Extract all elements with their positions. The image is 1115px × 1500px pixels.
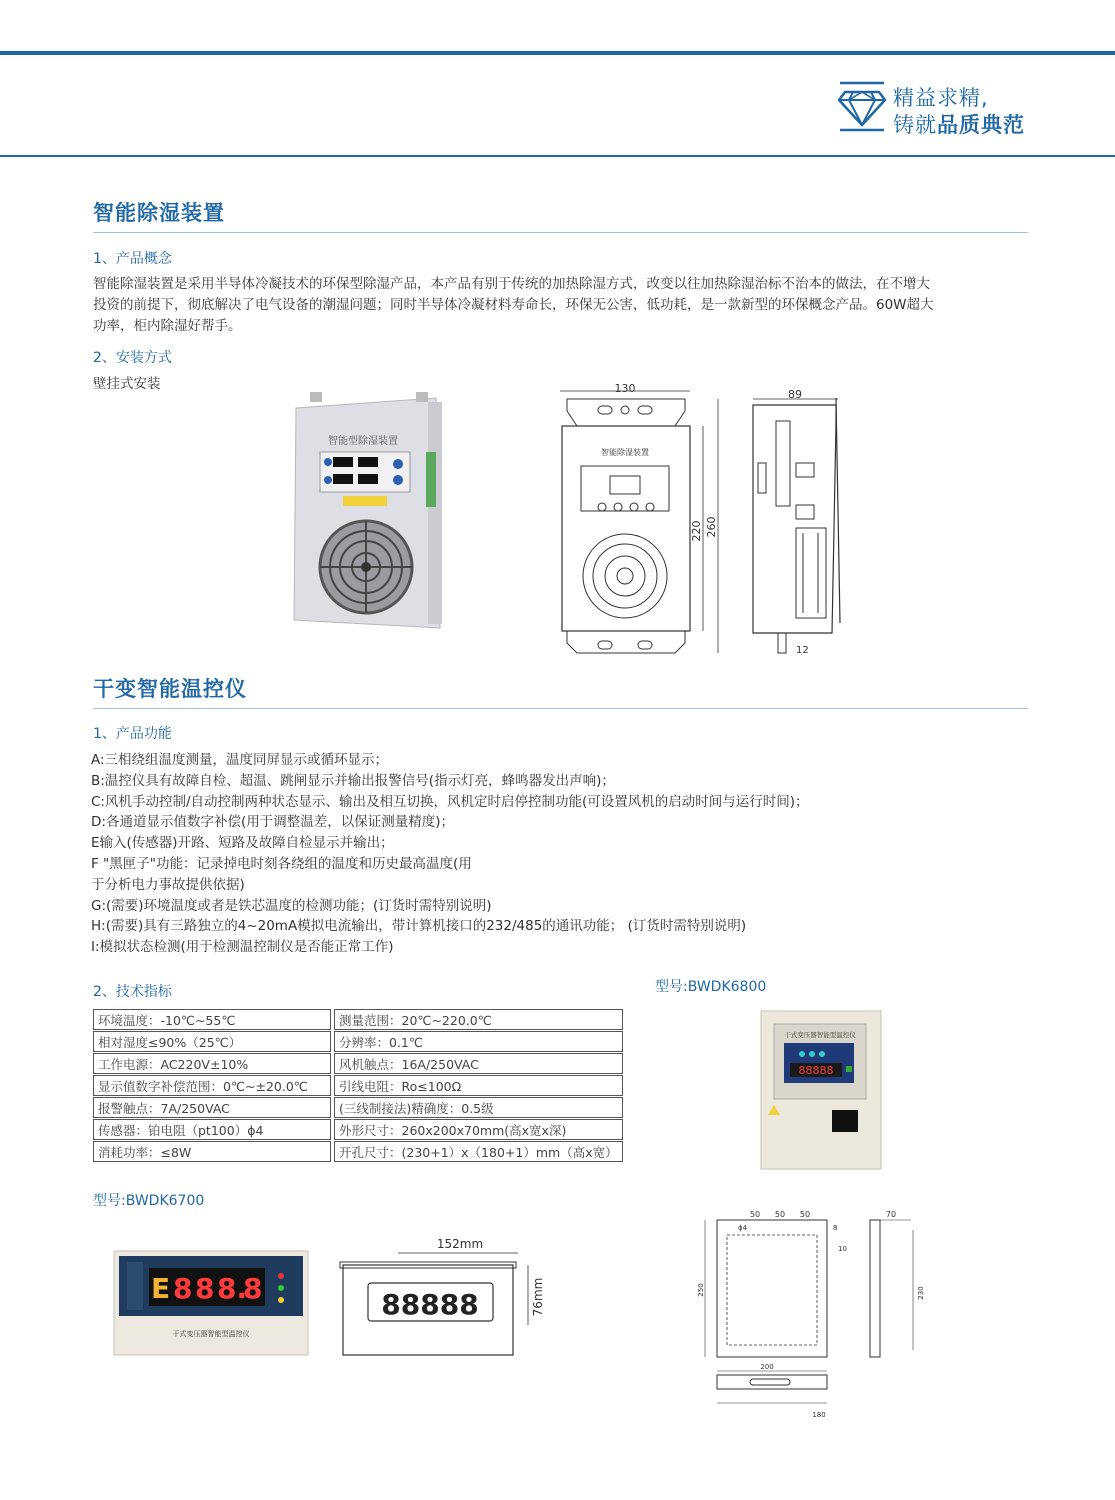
feature-item: B:温控仪具有故障自检、超温、跳闸显示并输出报警信号(指示灯亮，蜂鸣器发出声响)； — [91, 772, 615, 789]
dim-digits: 88888 — [381, 1288, 479, 1321]
spec-cell: (三线制接法)精确度：0.5级 — [334, 1097, 623, 1118]
bwdk6700-digit: 8 — [195, 1272, 215, 1305]
bwdk6700-label: 干式变压器智能型温控仪 — [172, 1330, 250, 1338]
section2-divider — [93, 708, 1028, 709]
feature-item: 于分析电力事故提供依据) — [91, 876, 245, 893]
spec-cell: 消耗功率：≤8W — [93, 1141, 331, 1162]
feature-item: A:三相绕组温度测量，温度同屏显示或循环显示； — [91, 752, 389, 768]
spec-cell: 传感器：铂电阻（pt100）ϕ4 — [93, 1119, 331, 1140]
header-bottom-rule — [0, 155, 1115, 157]
dim-70: 70 — [885, 1210, 897, 1219]
feature-item: H:(需要)具有三路独立的4~20mA模拟电流输出，带计算机接口的232/485的通讯功能； (订货时需特别说明) — [91, 918, 747, 935]
spec-heading: 2、技术指标 — [93, 984, 172, 1000]
table-row — [93, 1053, 623, 1074]
dehumidifier-front-drawing — [555, 381, 730, 661]
bwdk6800-digits: 88888 — [798, 1064, 834, 1077]
dim-inner-height: 220 — [690, 520, 703, 542]
dim-152mm: 152mm — [436, 1237, 484, 1251]
spec-cell: 风机触点：16A/250VAC — [334, 1053, 623, 1074]
slogan-line-1: 精益求精, — [893, 86, 989, 110]
spec-cell: 报警触点：7A/250VAC — [93, 1097, 331, 1118]
feature-item: I:模拟状态检测(用于检测温控制仪是否能正常工作) — [91, 939, 394, 956]
feature-item: F "黑匣子"功能：记录掉电时刻各绕组的温度和历史最高温度(用 — [91, 855, 472, 872]
dim-phi: ϕ4 — [738, 1224, 748, 1232]
concept-line: 投资的前提下，彻底解决了电气设备的潮湿问题；同时半导体冷凝材料寿命长，环保无公害，低功耗，是一款新型的环保概念产品。60W超大 — [93, 297, 934, 313]
slogan-line-2: 铸就品质典范 — [893, 113, 1025, 137]
table-row — [93, 1009, 623, 1030]
model-label-bwdk6700: 型号:BWDK6700 — [93, 1193, 205, 1209]
feature-item: E输入(传感器)开路、短路及故障自检显示并输出； — [91, 835, 394, 852]
table-row — [93, 1097, 623, 1118]
spec-cell: 相对湿度≤90%（25℃） — [93, 1031, 331, 1052]
spec-cell: 测量范围：20℃~220.0℃ — [334, 1009, 623, 1030]
concept-paragraph — [93, 274, 1033, 337]
concept-heading: 1、产品概念 — [93, 251, 172, 267]
model-label-bwdk6800: 型号:BWDK6800 — [655, 979, 767, 995]
dim-depth: 89 — [788, 388, 802, 401]
feature-item: C:风机手动控制/自动控制两种状态显示、输出及相互切换，风机定时启停控制功能(可设置风机的启动时间与运行时间)； — [91, 793, 809, 810]
spec-cell: 环境温度：-10℃~55℃ — [93, 1009, 331, 1030]
feature-item: D:各通道显示值数字补偿(用于调整温差，以保证测量精度)； — [91, 814, 454, 831]
spec-cell: 开孔尺寸：(230+1）x（180+1）mm（高x宽） — [334, 1141, 623, 1162]
spec-cell: 外形尺寸：260x200x70mm(高x宽x深) — [334, 1119, 623, 1140]
dim-200: 200 — [760, 1363, 774, 1371]
spec-cell: 显示值数字补偿范围：0℃~±20.0℃ — [93, 1075, 331, 1096]
dim-50a: 50 — [749, 1210, 761, 1219]
feature-item: G:(需要)环境温度或者是铁芯温度的检测功能；(订货时需特别说明) — [91, 897, 492, 914]
section2-title: 干变智能温控仪 — [93, 677, 247, 701]
dim-230: 230 — [917, 1286, 925, 1300]
section1-divider — [93, 232, 1028, 233]
dehumidifier-side-drawing — [748, 383, 848, 663]
concept-line: 功率，柜内除湿好帮手。 — [93, 318, 242, 334]
dim-180: 180 — [812, 1411, 826, 1419]
spec-table — [90, 1008, 626, 1163]
table-row — [93, 1031, 623, 1052]
dim-width: 130 — [614, 382, 636, 395]
install-heading: 2、安装方式 — [93, 350, 172, 366]
header-top-rule — [0, 51, 1115, 55]
dehumidifier-photo — [288, 392, 448, 642]
install-text: 壁挂式安装 — [93, 376, 161, 392]
bwdk6700-dimension-drawing — [338, 1235, 553, 1365]
dim-10: 10 — [838, 1245, 847, 1253]
dim-250: 250 — [697, 1283, 705, 1297]
dim-8: 8 — [833, 1224, 838, 1232]
func-heading: 1、产品功能 — [93, 726, 172, 742]
section1-title: 智能除湿装置 — [93, 201, 225, 225]
feature-list — [91, 750, 971, 958]
bwdk6800-label: 干式变压器智能型温控仪 — [784, 1031, 856, 1039]
bwdk6700-digit: 8 — [173, 1272, 193, 1305]
diamond-icon — [836, 80, 888, 132]
bwdk6800-dimension-drawing — [695, 1205, 945, 1420]
drawing-label: 智能除湿装置 — [601, 448, 649, 457]
bwdk6800-photo — [760, 1010, 882, 1170]
bwdk6700-photo — [113, 1250, 309, 1356]
spec-cell: 分辨率：0.1℃ — [334, 1031, 623, 1052]
dehumidifier-label: 智能型除湿装置 — [328, 436, 398, 447]
table-row — [93, 1119, 623, 1140]
bwdk6700-digit: 8 — [243, 1272, 263, 1305]
concept-line: 智能除湿装置是采用半导体冷凝技术的环保型除湿产品，本产品有别于传统的加热除湿方式，改变以往加热除湿治标不治本的做法，在不增大 — [93, 276, 930, 292]
spec-cell: 引线电阻：Ro≤100Ω — [334, 1075, 623, 1096]
dim-50c: 50 — [799, 1210, 811, 1219]
table-row — [93, 1141, 623, 1162]
bwdk6700-digit: E — [151, 1272, 171, 1305]
dim-foot: 12 — [796, 645, 809, 656]
dim-outer-height: 260 — [705, 516, 718, 538]
dim-76mm: 76mm — [531, 1277, 545, 1317]
dim-50b: 50 — [774, 1210, 786, 1219]
spec-cell: 工作电源：AC220V±10% — [93, 1053, 331, 1074]
table-row — [93, 1075, 623, 1096]
bwdk6700-digit: 8. — [217, 1272, 248, 1305]
